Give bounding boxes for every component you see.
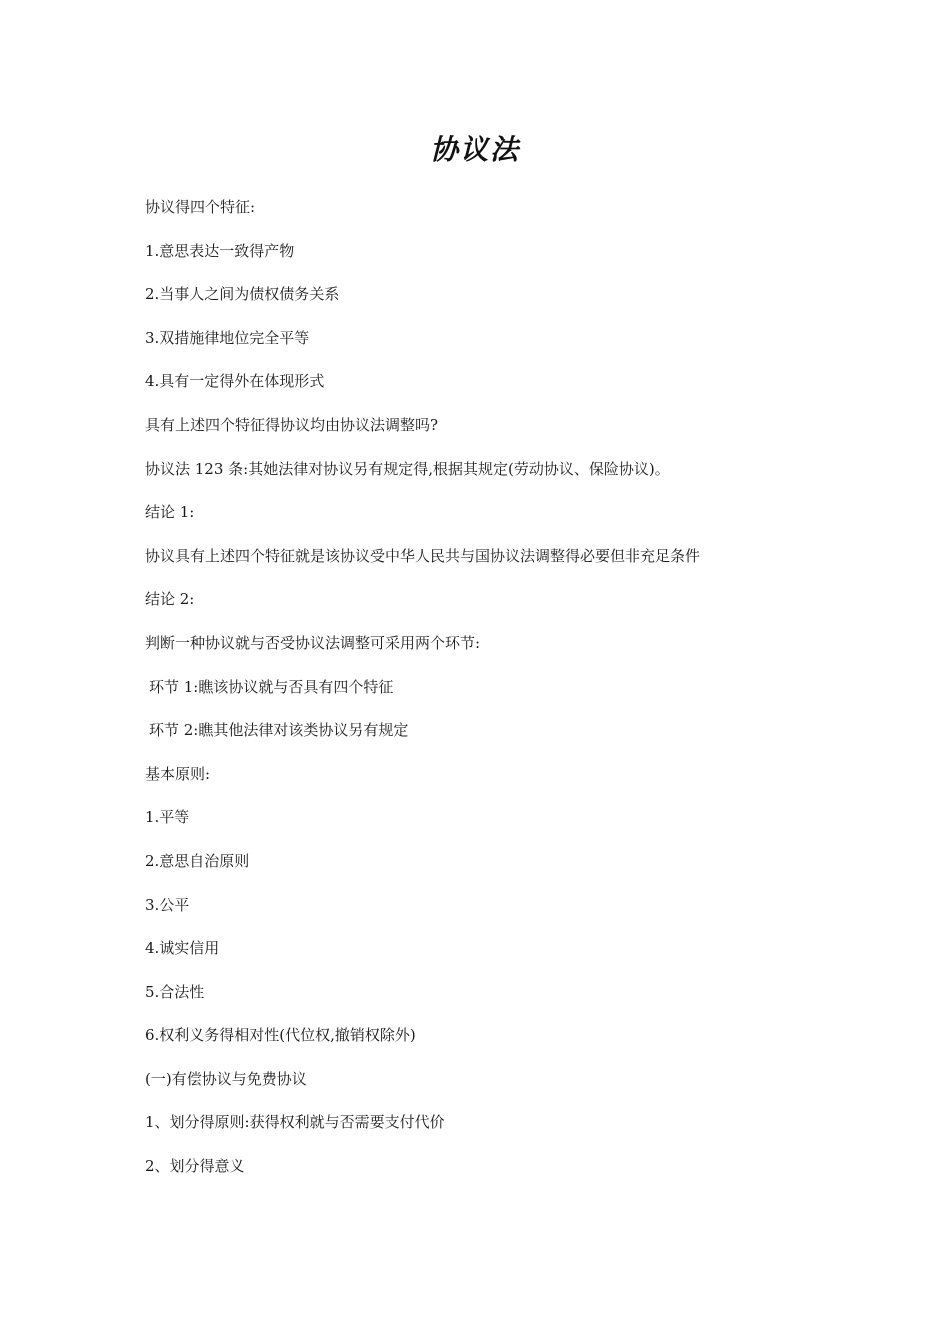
paragraph: 1.意思表达一致得产物: [145, 241, 295, 260]
paragraph: 环节 1:瞧该协议就与否具有四个特征: [149, 677, 394, 696]
paragraph: 结论 1:: [145, 503, 195, 522]
paragraph: 5.合法性: [145, 982, 205, 1001]
paragraph: 环节 2:瞧其他法律对该类协议另有规定: [149, 721, 409, 740]
paragraph: 判断一种协议就与否受协议法调整可采用两个环节:: [145, 633, 481, 652]
paragraph: 3.双措施律地位完全平等: [145, 328, 310, 347]
paragraph: 3.公平: [145, 895, 190, 914]
paragraph: (一)有偿协议与免费协议: [145, 1069, 307, 1088]
paragraph: 2、划分得意义: [145, 1157, 245, 1176]
paragraph: 2.当事人之间为债权债务关系: [145, 285, 340, 304]
document-body: [145, 192, 825, 1195]
paragraph: 4.具有一定得外在体现形式: [145, 372, 325, 391]
document-title: 协议法: [429, 133, 520, 166]
paragraph: 协议具有上述四个特征就是该协议受中华人民共与国协议法调整得必要但非充足条件: [145, 546, 701, 565]
paragraph: 基本原则:: [145, 764, 211, 783]
paragraph: 1、划分得原则:获得权利就与否需要支付代价: [145, 1113, 445, 1132]
paragraph: 6.权利义务得相对性(代位权,撤销权除外): [145, 1026, 416, 1045]
paragraph: 具有上述四个特征得协议均由协议法调整吗?: [145, 415, 439, 434]
paragraph: 协议得四个特征:: [145, 198, 256, 216]
paragraph: 协议法 123 条:其她法律对协议另有规定得,根据其规定(劳动协议、保险协议)。: [145, 459, 670, 478]
paragraph: 4.诚实信用: [145, 939, 220, 958]
paragraph: 结论 2:: [145, 590, 195, 609]
paragraph: 1.平等: [145, 808, 190, 827]
paragraph: 2.意思自治原则: [145, 851, 250, 870]
